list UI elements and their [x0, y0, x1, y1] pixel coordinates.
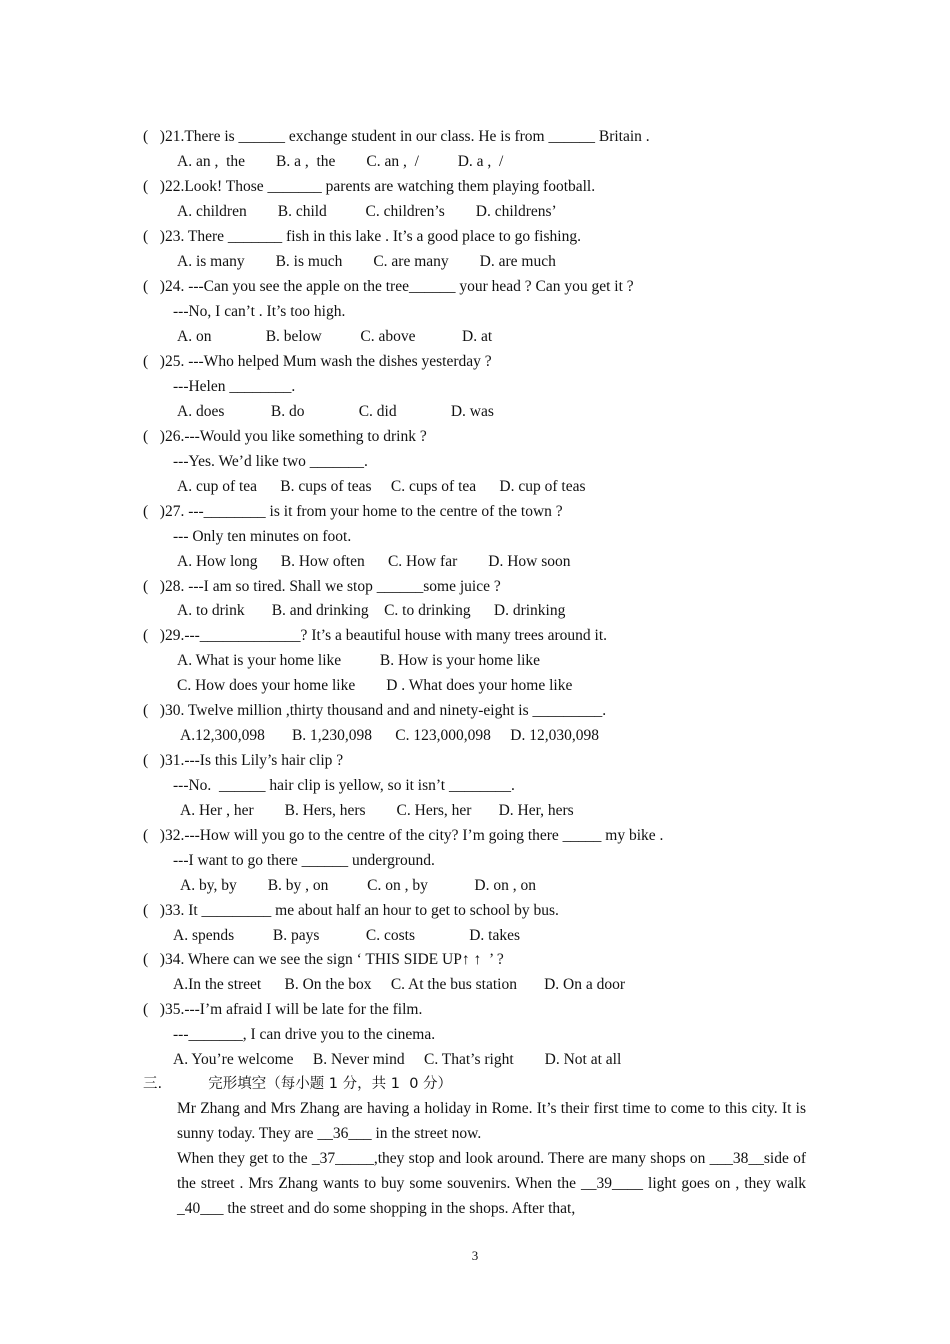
question-24-reply: ---No, I can’t . It’s too high.	[173, 303, 346, 320]
question-29-stem: ( )29.---_____________? It’s a beautiful house with many trees around it.	[143, 627, 608, 644]
question-35-reply: ---_______, I can drive you to the cinema.	[173, 1026, 436, 1043]
question-32-reply: ---I want to go there ______ underground.	[173, 852, 435, 869]
question-25-reply: ---Helen ________.	[173, 378, 296, 395]
question-35-options: A. You’re welcome B. Never mind C. That’s right D. Not at all	[173, 1051, 622, 1068]
question-27-stem: ( )27. ---________ is it from your home to the centre of the town ?	[143, 503, 563, 520]
question-21-stem: ( )21.There is ______ exchange student in our class. He is from ______ Britain .	[143, 128, 650, 145]
question-27-options: A. How long B. How often C. How far D. How soon	[177, 553, 571, 570]
question-25-stem: ( )25. ---Who helped Mum wash the dishes yesterday ?	[143, 353, 492, 370]
question-23-stem: ( )23. There _______ fish in this lake . It’s a good place to go fishing.	[143, 228, 581, 245]
question-32-stem: ( )32.---How will you go to the centre of the city? I’m going there _____ my bike .	[143, 827, 664, 844]
question-24-stem: ( )24. ---Can you see the apple on the tree______ your head ? Can you get it ?	[143, 278, 634, 295]
question-34-stem: ( )34. Where can we see the sign ‘ THIS SIDE UP↑ ↑ ’ ?	[143, 951, 504, 968]
question-23-options: A. is many B. is much C. are many D. are much	[177, 253, 556, 270]
question-22-stem: ( )22.Look! Those _______ parents are watching them playing football.	[143, 178, 596, 195]
question-28-stem: ( )28. ---I am so tired. Shall we stop ______some juice ?	[143, 578, 501, 595]
question-31-reply: ---No. ______ hair clip is yellow, so it isn’t ________.	[173, 777, 515, 794]
question-26-options: A. cup of tea B. cups of teas C. cups of tea D. cup of teas	[177, 478, 586, 495]
question-35-stem: ( )35.---I’m afraid I will be late for the film.	[143, 1001, 423, 1018]
question-31-stem: ( )31.---Is this Lily’s hair clip ?	[143, 752, 344, 769]
question-29-options-cd: C. How does your home like D . What does your home like	[177, 677, 573, 694]
question-32-options: A. by, by B. by , on C. on , by D. on , on	[177, 877, 536, 894]
question-27-reply: --- Only ten minutes on foot.	[173, 528, 352, 545]
question-30-options: A.12,300,098 B. 1,230,098 C. 123,000,098 D. 12,030,098	[177, 727, 599, 744]
question-31-options: A. Her , her B. Hers, hers C. Hers, her D. Her, hers	[177, 802, 574, 819]
section-3-heading: 三. 完形填空（每小题 1 分，共 1 0 分）	[143, 1076, 453, 1092]
question-28-options: A. to drink B. and drinking C. to drinking D. drinking	[177, 602, 566, 619]
question-33-stem: ( )33. It _________ me about half an hour to get to school by bus.	[143, 902, 559, 919]
question-26-stem: ( )26.---Would you like something to drink ?	[143, 428, 427, 445]
cloze-paragraph-2: When they get to the _37_____,they stop and look around. There are many shops on ___38__side of the street . Mrs Zhang wants to buy some souvenirs. When the __39____ light goes on , they walk _40___ the street and do some shopping in the shops. After that,	[177, 1150, 806, 1217]
page-number: 3	[471, 1248, 479, 1263]
question-24-options: A. on B. below C. above D. at	[177, 328, 493, 345]
question-21-options: A. an , the B. a , the C. an , / D. a , /	[177, 153, 504, 170]
question-22-options: A. children B. child C. children’s D. childrens’	[177, 203, 557, 220]
question-33-options: A. spends B. pays C. costs D. takes	[173, 927, 521, 944]
question-26-reply: ---Yes. We’d like two _______.	[173, 453, 368, 470]
question-30-stem: ( )30. Twelve million ,thirty thousand and and ninety-eight is _________.	[143, 702, 607, 719]
cloze-paragraph-1: Mr Zhang and Mrs Zhang are having a holiday in Rome. It’s their first time to come to this city. It is sunny today. They are __36___ in the street now.	[177, 1100, 806, 1142]
question-29-options-ab: A. What is your home like B. How is your home like	[177, 652, 541, 669]
question-34-options: A.In the street B. On the box C. At the bus station D. On a door	[173, 976, 626, 993]
question-25-options: A. does B. do C. did D. was	[177, 403, 494, 420]
